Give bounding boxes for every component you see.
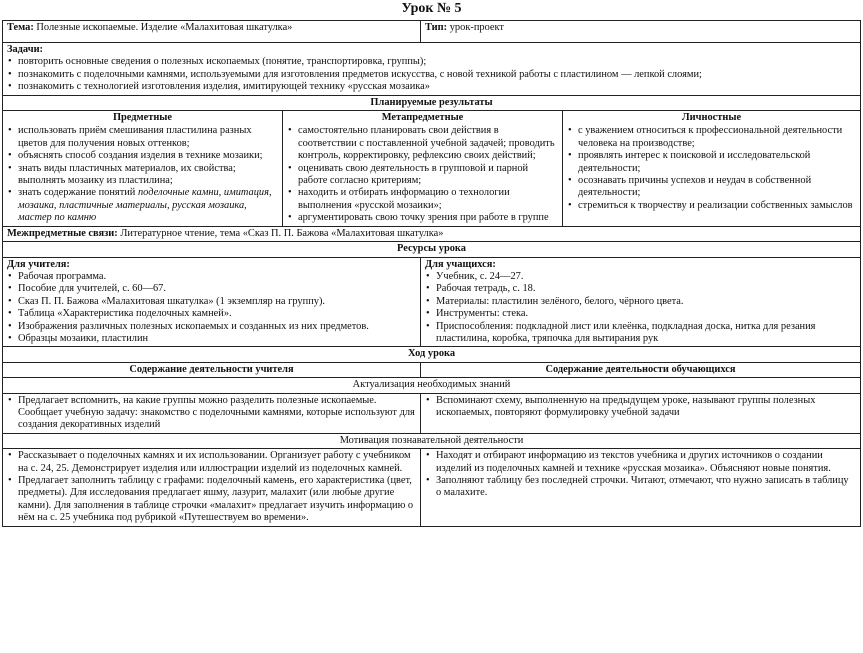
list-item: • Инструменты: стека. bbox=[425, 308, 856, 320]
lesson-columns-row bbox=[3, 362, 861, 377]
stage-teacher-list bbox=[7, 395, 416, 432]
terms-italic: поделочные камни, имитация, мозаика, пластичные материалы, русская мозаика, мастер по камню bbox=[18, 187, 272, 224]
student-activity-header: Содержание деятельности обучающихся bbox=[421, 362, 861, 377]
teacher-resources-label: Для учителя: bbox=[7, 258, 70, 270]
lesson-heading-row bbox=[3, 347, 861, 362]
stage-student-cell bbox=[421, 449, 861, 526]
stage-title: Актуализация необходимых знаний bbox=[3, 378, 861, 393]
stage-student-cell bbox=[421, 393, 861, 433]
meta-results-list bbox=[287, 125, 558, 224]
list-item: • использовать приём смешивания пластилина разных цветов для получения новых оттенков; bbox=[7, 125, 278, 150]
list-item: • осознавать причины успехов и неудач в собственной деятельности; bbox=[567, 175, 856, 200]
list-item: • Рабочая тетрадь, с. 18. bbox=[425, 283, 856, 295]
list-item: • объяснять способ создания изделия в технике мозаики; bbox=[7, 150, 278, 162]
stage-title: Мотивация познавательной деятельности bbox=[3, 433, 861, 448]
subject-results-cell bbox=[3, 111, 283, 227]
stage-title-row bbox=[3, 433, 861, 448]
meta-results-heading: Метапредметные bbox=[381, 112, 464, 124]
student-resources-list bbox=[425, 271, 856, 345]
list-item: • Приспособления: подкладной лист или клеёнка, подкладная доска, нитка для резания пластилина, коробка, тряпочка для вытирания рук bbox=[425, 321, 856, 346]
list-item: • находить и отбирать информацию о технологии выполнения «русской мозаики»; bbox=[287, 187, 558, 212]
results-heading-row bbox=[3, 95, 861, 110]
list-item: • Предлагает вспомнить, на какие группы можно разделить полезные ископаемые. Сообщает учебную задачу: знакомство с поделочными камнями, которые используют для создания декоративных изделий bbox=[7, 395, 416, 432]
type-value: урок-проект bbox=[449, 22, 504, 33]
topic-label: Тема: bbox=[7, 22, 34, 33]
list-item: • Находят и отбирают информацию из текстов учебника и других источников о создании изделий из поделочных камней и технике «русская мозаика». Объясняют новые понятия. bbox=[425, 450, 856, 475]
terms-prefix: знать содержание понятий bbox=[18, 187, 138, 199]
results-row bbox=[3, 111, 861, 227]
list-item: • Учебник, с. 24—27. bbox=[425, 271, 856, 283]
list-item: • Вспоминают схему, выполненную на предыдущем уроке, называют группы полезных ископаемых, повторяют формулировку учебной задачи bbox=[425, 395, 856, 420]
tasks-list bbox=[7, 56, 856, 93]
list-item: • Изображения различных полезных ископаемых и созданных из них предметов. bbox=[7, 321, 416, 333]
student-resources-cell bbox=[421, 257, 861, 347]
list-item: • Рабочая программа. bbox=[7, 271, 416, 283]
results-heading: Планируемые результаты bbox=[3, 95, 861, 110]
teacher-resources-list bbox=[7, 271, 416, 345]
list-item: • Образцы мозаики, пластилин bbox=[7, 333, 416, 345]
page-title: Урок № 5 bbox=[401, 1, 462, 16]
list-item bbox=[7, 187, 278, 224]
personal-results-heading: Личностные bbox=[681, 112, 742, 124]
list-item: • аргументировать свою точку зрения при работе в группе bbox=[287, 212, 558, 224]
list-item: • повторить основные сведения о полезных ископаемых (понятие, транспортировка, группы); bbox=[7, 56, 856, 68]
stage-teacher-cell bbox=[3, 449, 421, 526]
personal-results-list bbox=[567, 125, 856, 212]
lesson-plan-table bbox=[2, 20, 861, 527]
resources-heading-row bbox=[3, 242, 861, 257]
interdisciplinary-value: Литературное чтение, тема «Сказ П. П. Бажова «Малахитовая шкатулка» bbox=[120, 227, 444, 239]
type-cell bbox=[421, 21, 861, 43]
stage-title-row bbox=[3, 378, 861, 393]
stage-student-list bbox=[425, 450, 856, 500]
stage-teacher-cell bbox=[3, 393, 421, 433]
list-item: • Таблица «Характеристика поделочных камней». bbox=[7, 308, 416, 320]
resources-row bbox=[3, 257, 861, 347]
topic-cell bbox=[3, 21, 421, 43]
personal-results-cell bbox=[563, 111, 861, 227]
topic-row bbox=[3, 21, 861, 43]
interdisciplinary-row bbox=[3, 226, 861, 241]
interdisciplinary-label: Межпредметные связи: bbox=[7, 227, 118, 239]
tasks-label: Задачи: bbox=[7, 44, 44, 55]
list-item: • Сказ П. П. Бажова «Малахитовая шкатулка» (1 экземпляр на группу). bbox=[7, 296, 416, 308]
list-item: • оценивать свою деятельность в групповой и парной работе согласно критериям; bbox=[287, 163, 558, 188]
topic-value: Полезные ископаемые. Изделие «Малахитовая шкатулка» bbox=[36, 22, 293, 33]
teacher-resources-cell bbox=[3, 257, 421, 347]
lesson-heading: Ход урока bbox=[3, 347, 861, 362]
list-item: • с уважением относиться к профессиональной деятельности человека на производстве; bbox=[567, 125, 856, 150]
subject-results-list bbox=[7, 125, 278, 224]
list-item: • Рассказывает о поделочных камнях и их использовании. Организует работу с учебником на с. 24, 25. Демонстрирует изделия или иллюстрации изделий из поделочных камней. bbox=[7, 450, 416, 475]
student-resources-label: Для учащихся: bbox=[425, 258, 496, 270]
resources-heading: Ресурсы урока bbox=[3, 242, 861, 257]
stage-content-row bbox=[3, 393, 861, 433]
teacher-activity-header: Содержание деятельности учителя bbox=[3, 362, 421, 377]
meta-results-cell bbox=[283, 111, 563, 227]
list-item: • проявлять интерес к поисковой и исследовательской деятельности; bbox=[567, 150, 856, 175]
list-item: • Предлагает заполнить таблицу с графами: поделочный камень, его характеристика (цвет, предметы). Для исследования предлагает яшму, лазурит, малахит (или любые другие камни). Для заполнения в таблице строчки «малахит» предлагает изучить информацию о нём на с. 25 учебника под рубрикой «Путешествуем во времени». bbox=[7, 475, 416, 525]
interdisciplinary-cell bbox=[3, 226, 861, 241]
stage-student-list bbox=[425, 395, 856, 420]
list-item: • Заполняют таблицу без последней строчки. Читают, отмечают, что нужно записать в таблицу о малахите. bbox=[425, 475, 856, 500]
list-item: • познакомить с поделочными камнями, используемыми для изготовления предметов искусства, с новой техникой работы с пластилином — лепкой слоями; bbox=[7, 69, 856, 81]
list-item: • знать виды пластичных материалов, их свойства; выполнять мозаику из пластилина; bbox=[7, 163, 278, 188]
list-item: • Пособие для учителей, с. 60—67. bbox=[7, 283, 416, 295]
subject-results-heading: Предметные bbox=[112, 112, 173, 124]
tasks-cell bbox=[3, 43, 861, 96]
tasks-row bbox=[3, 43, 861, 96]
type-label: Тип: bbox=[425, 22, 448, 33]
list-item: • самостоятельно планировать свои действия в соответствии с поставленной учебной задачей; проводить контроль, корректировку, рефлексию своих действий; bbox=[287, 125, 558, 162]
list-item: • познакомить с технологией изготовления изделия, имитирующей технику «русская мозаика» bbox=[7, 81, 856, 93]
stage-content-row bbox=[3, 449, 861, 526]
list-item: • Материалы: пластилин зелёного, белого, чёрного цвета. bbox=[425, 296, 856, 308]
list-item: • стремиться к творчеству и реализации собственных замыслов bbox=[567, 200, 856, 212]
stage-teacher-list bbox=[7, 450, 416, 524]
